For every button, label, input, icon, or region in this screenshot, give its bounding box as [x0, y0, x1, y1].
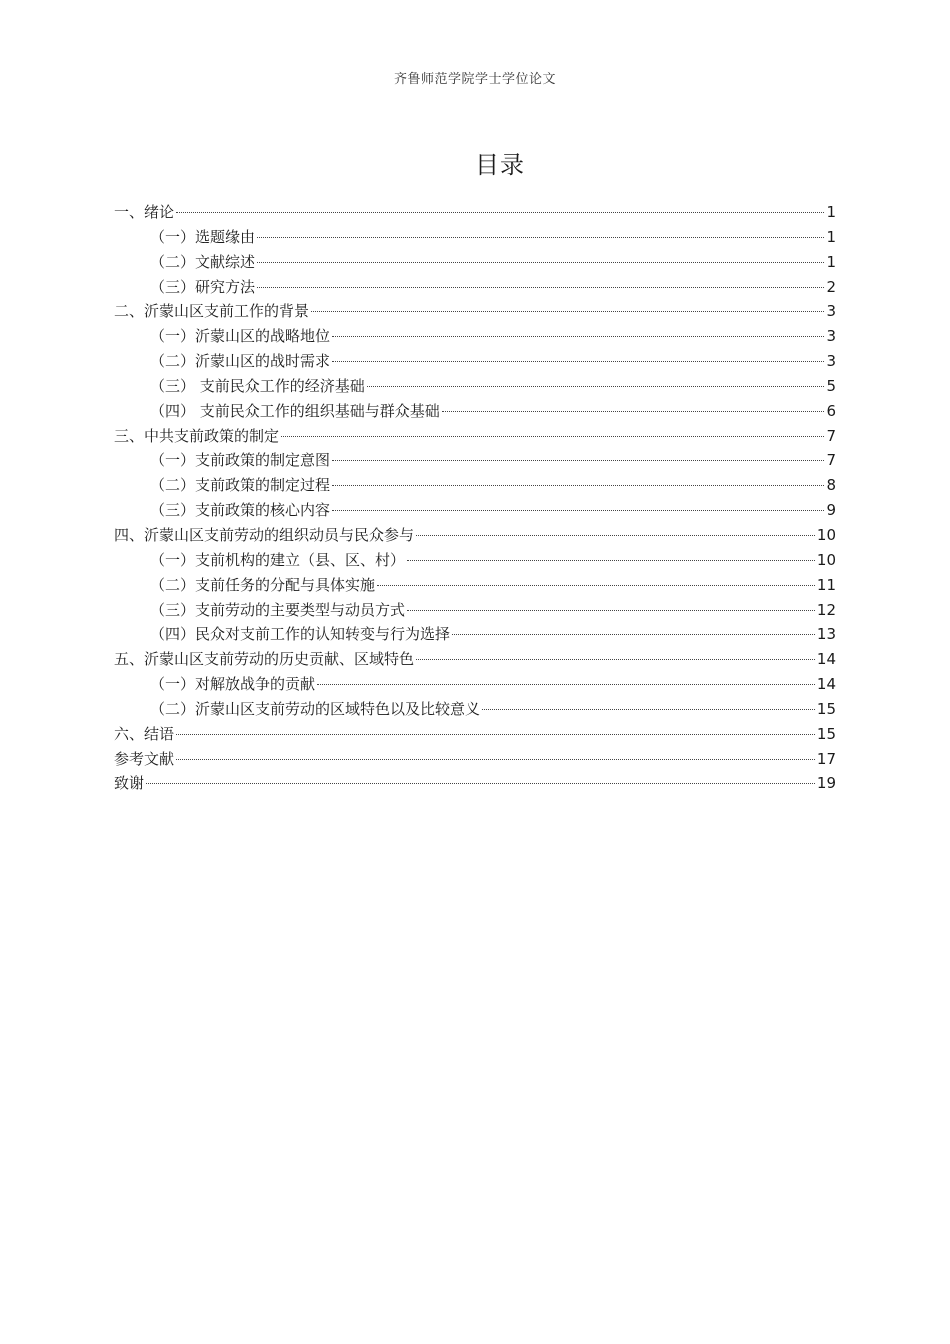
dot-leader: [407, 559, 815, 561]
toc-entry[interactable]: [114, 250, 836, 275]
running-header: 齐鲁师范学院学士学位论文: [393, 72, 556, 87]
dot-leader: [407, 609, 815, 611]
dot-leader: [377, 584, 815, 586]
toc-entry-label: （二）文献综述: [150, 252, 256, 271]
toc-entry[interactable]: [114, 498, 836, 523]
toc-entry[interactable]: [114, 200, 836, 225]
toc-entry-label: （二）支前任务的分配与具体实施: [150, 575, 376, 594]
dot-leader: [317, 683, 815, 685]
toc-page-number: 8: [826, 476, 836, 495]
toc-entry-label: （四） 支前民众工作的组织基础与群众基础: [150, 401, 440, 420]
toc-entry[interactable]: [114, 523, 836, 548]
dot-leader: [332, 360, 824, 362]
toc-page-number: 12: [816, 600, 836, 619]
dot-leader: [442, 410, 825, 412]
toc-entry[interactable]: [114, 573, 836, 598]
toc-entry[interactable]: [114, 374, 836, 399]
dot-leader: [146, 782, 815, 784]
toc-entry-label: 一、绪论: [114, 203, 175, 221]
toc-page-number: 1: [826, 203, 836, 221]
toc-entry[interactable]: [114, 697, 836, 722]
toc-page-number: 11: [816, 575, 836, 594]
toc-page-number: 6: [826, 401, 836, 420]
toc-entry[interactable]: [114, 399, 836, 424]
toc-entry-label: 致谢: [114, 774, 145, 793]
toc-entry-label: 五、沂蒙山区支前劳动的历史贡献、区域特色: [114, 650, 415, 669]
toc-entry[interactable]: [114, 771, 836, 796]
dot-leader: [176, 733, 815, 735]
toc-entry-label: 六、结语: [114, 724, 175, 743]
toc-page-number: 3: [826, 352, 836, 371]
toc-entry-label: （三）研究方法: [150, 277, 256, 296]
table-of-contents: [114, 200, 836, 796]
toc-entry-label: （一）支前机构的建立（县、区、村）: [150, 550, 406, 569]
dot-leader: [452, 633, 815, 635]
toc-page-number: 7: [826, 426, 836, 445]
toc-entry-label: （二）沂蒙山区的战时需求: [150, 352, 331, 371]
toc-entry[interactable]: [114, 324, 836, 349]
toc-entry[interactable]: [114, 672, 836, 697]
toc-entry[interactable]: [114, 299, 836, 324]
toc-page-number: 2: [826, 277, 836, 296]
toc-entry[interactable]: [114, 424, 836, 449]
toc-page-number: 17: [816, 749, 836, 768]
toc-page-number: 15: [816, 724, 836, 743]
dot-leader: [482, 708, 815, 710]
toc-entry-label: （一）选题缘由: [150, 227, 256, 246]
dot-leader: [281, 435, 824, 437]
toc-entry-label: （一）对解放战争的贡献: [150, 675, 316, 694]
dot-leader: [332, 335, 824, 337]
toc-page-number: 14: [816, 675, 836, 694]
dot-leader: [332, 459, 824, 461]
toc-page-number: 3: [826, 302, 836, 321]
toc-entry-label: （二）沂蒙山区支前劳动的区域特色以及比较意义: [150, 699, 481, 718]
toc-page-number: 19: [816, 774, 836, 793]
dot-leader: [257, 286, 824, 288]
dot-leader: [311, 310, 824, 312]
dot-leader: [176, 758, 815, 760]
toc-entry[interactable]: [114, 622, 836, 647]
toc-page-number: 7: [826, 451, 836, 470]
toc-page-number: 5: [826, 376, 836, 395]
toc-entry-label: （三） 支前民众工作的经济基础: [150, 376, 365, 395]
toc-page-number: 1: [826, 252, 836, 271]
toc-entry-label: （四）民众对支前工作的认知转变与行为选择: [150, 625, 451, 644]
dot-leader: [332, 509, 824, 511]
toc-entry[interactable]: [114, 548, 836, 573]
dot-leader: [416, 534, 815, 536]
toc-page-number: 9: [826, 501, 836, 520]
toc-page-number: 1: [826, 227, 836, 246]
dot-leader: [332, 484, 824, 486]
toc-page-number: 15: [816, 699, 836, 718]
toc-entry-label: （一）沂蒙山区的战略地位: [150, 327, 331, 346]
toc-entry-label: （一）支前政策的制定意图: [150, 451, 331, 470]
toc-entry[interactable]: [114, 747, 836, 772]
toc-entry-label: （三）支前劳动的主要类型与动员方式: [150, 600, 406, 619]
toc-entry-label: 四、沂蒙山区支前劳动的组织动员与民众参与: [114, 525, 415, 544]
toc-entry[interactable]: [114, 598, 836, 623]
toc-title: 目录: [475, 151, 525, 179]
toc-page-number: 10: [816, 550, 836, 569]
toc-entry[interactable]: [114, 349, 836, 374]
toc-entry[interactable]: [114, 448, 836, 473]
toc-entry[interactable]: [114, 275, 836, 300]
dot-leader: [367, 385, 825, 387]
dot-leader: [257, 236, 824, 238]
toc-entry[interactable]: [114, 647, 836, 672]
toc-page-number: 10: [816, 525, 836, 544]
toc-entry[interactable]: [114, 473, 836, 498]
toc-entry-label: （三）支前政策的核心内容: [150, 501, 331, 520]
toc-entry-label: 三、中共支前政策的制定: [114, 426, 280, 445]
dot-leader: [416, 658, 815, 660]
toc-entry-label: 二、沂蒙山区支前工作的背景: [114, 302, 310, 321]
toc-entry-label: 参考文献: [114, 749, 175, 768]
dot-leader: [176, 211, 824, 213]
toc-page-number: 13: [816, 625, 836, 644]
toc-entry[interactable]: [114, 722, 836, 747]
toc-page-number: 3: [826, 327, 836, 346]
dot-leader: [257, 261, 824, 263]
toc-entry[interactable]: [114, 225, 836, 250]
toc-page-number: 14: [816, 650, 836, 669]
toc-entry-label: （二）支前政策的制定过程: [150, 476, 331, 495]
